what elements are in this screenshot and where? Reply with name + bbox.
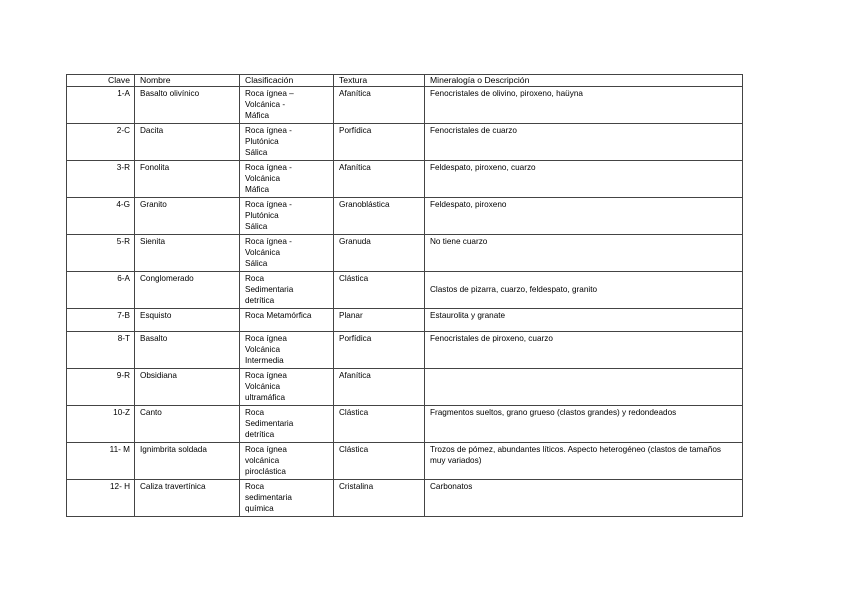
clasificacion-line: Plutónica — [245, 137, 279, 146]
clasificacion-line: detrítica — [245, 430, 275, 439]
cell-textura: Porfídica — [334, 332, 425, 369]
cell-textura: Granuda — [334, 235, 425, 272]
clasificacion-line: Roca — [245, 482, 265, 491]
cell-clasificacion — [240, 332, 334, 369]
clasificacion-line: Volcánica - — [245, 100, 286, 109]
cell-clasificacion — [240, 198, 334, 235]
clasificacion-line: Sálica — [245, 259, 268, 268]
cell-nombre: Conglomerado — [135, 272, 240, 309]
clasificacion-line: Volcánica — [245, 248, 281, 257]
clasificacion-line: Sálica — [245, 222, 268, 231]
clasificacion-line: química — [245, 504, 274, 513]
table-row — [67, 332, 743, 369]
clasificacion-line: Volcánica — [245, 174, 281, 183]
table-row — [67, 309, 743, 332]
clasificacion-line: Roca ígnea - — [245, 126, 292, 135]
table-row — [67, 124, 743, 161]
cell-clave: 8-T — [67, 332, 135, 369]
clasificacion-line: volcánica — [245, 456, 280, 465]
table-row — [67, 161, 743, 198]
header-mineralogia: Mineralogía o Descripción — [425, 75, 743, 87]
cell-mineralogia: Carbonatos — [425, 480, 743, 517]
cell-textura: Cristalina — [334, 480, 425, 517]
clasificacion-line: Sedimentaria — [245, 419, 294, 428]
table-row — [67, 406, 743, 443]
cell-nombre: Granito — [135, 198, 240, 235]
table-row — [67, 272, 743, 309]
mineralogia-text: Clastos de pizarra, cuarzo, feldespato, granito — [430, 285, 598, 294]
header-clave: Clave — [67, 75, 135, 87]
clasificacion-line: Máfica — [245, 185, 270, 194]
cell-clasificacion — [240, 87, 334, 124]
cell-clave: 12- H — [67, 480, 135, 517]
clasificacion-line: detrítica — [245, 296, 275, 305]
cell-clasificacion — [240, 235, 334, 272]
cell-clave: 9-R — [67, 369, 135, 406]
header-clasificacion: Clasificación — [240, 75, 334, 87]
cell-clasificacion — [240, 480, 334, 517]
cell-clave: 7-B — [67, 309, 135, 332]
cell-clave: 5-R — [67, 235, 135, 272]
cell-mineralogia: Trozos de pómez, abundantes líticos. Aspecto heterogéneo (clastos de tamaños muy variados) — [425, 443, 743, 480]
cell-mineralogia: Estaurolita y granate — [425, 309, 743, 332]
cell-textura: Granoblástica — [334, 198, 425, 235]
cell-clasificacion — [240, 272, 334, 309]
cell-textura: Afanítica — [334, 369, 425, 406]
clasificacion-line: Roca ígnea - — [245, 237, 292, 246]
table-header-row — [67, 75, 743, 87]
cell-mineralogia: Fenocristales de cuarzo — [425, 124, 743, 161]
cell-textura: Planar — [334, 309, 425, 332]
cell-textura: Afanítica — [334, 87, 425, 124]
cell-clasificacion — [240, 406, 334, 443]
clasificacion-line: Sálica — [245, 148, 268, 157]
cell-mineralogia: Fenocristales de piroxeno, cuarzo — [425, 332, 743, 369]
cell-nombre: Canto — [135, 406, 240, 443]
cell-clave: 10-Z — [67, 406, 135, 443]
clasificacion-line: Roca — [245, 408, 265, 417]
cell-clasificacion — [240, 369, 334, 406]
cell-clasificacion — [240, 443, 334, 480]
cell-textura: Afanítica — [334, 161, 425, 198]
table-row — [67, 235, 743, 272]
cell-mineralogia: Feldespato, piroxeno — [425, 198, 743, 235]
clasificacion-line: Volcánica — [245, 345, 281, 354]
cell-clave: 4-G — [67, 198, 135, 235]
cell-nombre: Ignimbrita soldada — [135, 443, 240, 480]
clasificacion-line: Máfica — [245, 111, 270, 120]
cell-mineralogia: Fragmentos sueltos, grano grueso (clastos grandes) y redondeados — [425, 406, 743, 443]
clasificacion-line: Roca Metamórfica — [245, 311, 312, 320]
cell-nombre: Sienita — [135, 235, 240, 272]
cell-clave: 2-C — [67, 124, 135, 161]
cell-textura: Clástica — [334, 272, 425, 309]
clasificacion-line: piroclástica — [245, 467, 286, 476]
table-row — [67, 87, 743, 124]
table-row — [67, 369, 743, 406]
cell-textura: Porfídica — [334, 124, 425, 161]
cell-nombre: Basalto — [135, 332, 240, 369]
cell-clave: 11- M — [67, 443, 135, 480]
cell-clave: 3-R — [67, 161, 135, 198]
cell-clave: 6-A — [67, 272, 135, 309]
clasificacion-line: sedimentaria — [245, 493, 292, 502]
cell-nombre: Caliza travertínica — [135, 480, 240, 517]
clasificacion-line: Roca ígnea — [245, 371, 287, 380]
clasificacion-line: Roca ígnea — [245, 334, 287, 343]
table-row — [67, 480, 743, 517]
rock-classification-table — [66, 74, 743, 517]
clasificacion-line: ultramáfica — [245, 393, 286, 402]
cell-nombre: Fonolita — [135, 161, 240, 198]
cell-mineralogia — [425, 369, 743, 406]
cell-nombre: Dacita — [135, 124, 240, 161]
cell-mineralogia: Feldespato, piroxeno, cuarzo — [425, 161, 743, 198]
cell-mineralogia: Fenocristales de olivino, piroxeno, haüyna — [425, 87, 743, 124]
table-row — [67, 443, 743, 480]
clasificacion-line: Plutónica — [245, 211, 279, 220]
cell-mineralogia — [425, 272, 743, 309]
cell-mineralogia: No tiene cuarzo — [425, 235, 743, 272]
cell-clasificacion — [240, 309, 334, 332]
clasificacion-line: Volcánica — [245, 382, 281, 391]
clasificacion-line: Roca ígnea – — [245, 89, 294, 98]
clasificacion-line: Roca — [245, 274, 265, 283]
cell-nombre: Basalto olivínico — [135, 87, 240, 124]
cell-textura: Clástica — [334, 406, 425, 443]
clasificacion-line: Roca ígnea — [245, 445, 287, 454]
clasificacion-line: Roca ígnea - — [245, 163, 292, 172]
clasificacion-line: Roca ígnea - — [245, 200, 292, 209]
cell-clasificacion — [240, 124, 334, 161]
header-nombre: Nombre — [135, 75, 240, 87]
cell-nombre: Esquisto — [135, 309, 240, 332]
cell-clasificacion — [240, 161, 334, 198]
table-row — [67, 198, 743, 235]
clasificacion-line: Sedimentaria — [245, 285, 294, 294]
cell-nombre: Obsidiana — [135, 369, 240, 406]
cell-textura: Clástica — [334, 443, 425, 480]
header-textura: Textura — [334, 75, 425, 87]
cell-clave: 1-A — [67, 87, 135, 124]
clasificacion-line: Intermedia — [245, 356, 284, 365]
